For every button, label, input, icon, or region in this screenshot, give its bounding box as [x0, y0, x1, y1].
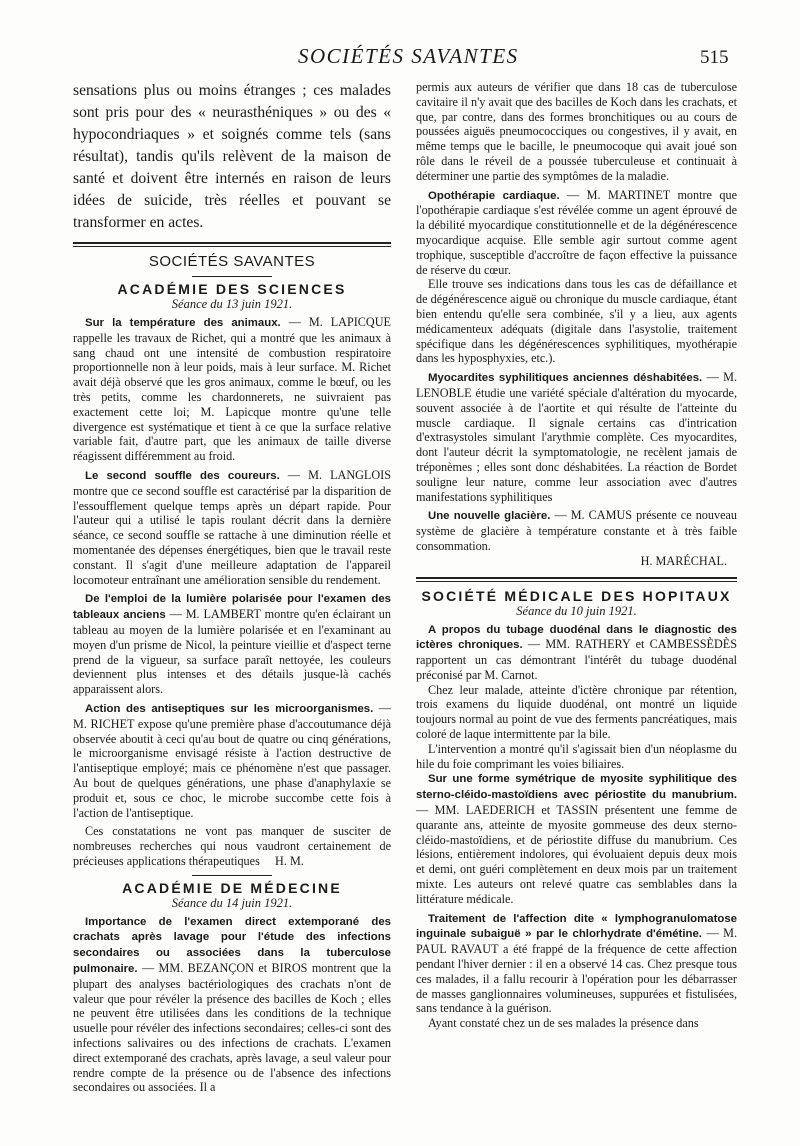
article-heading: De l'emploi de la lumière polarisée pour l'examen des tableaux anciens: [73, 593, 391, 622]
article-paragraph: [416, 622, 737, 683]
article-heading: Opothérapie cardiaque.: [428, 189, 560, 202]
article-paragraph: Elle trouve ses indications dans tous les cas de défaillance et de dégénérescence aiguë ou chronique du muscle cardiaque, étant bien entendu qu'elle sera combinée, s'il y a lieu, aux agents médicamenteux adéquats (digitale dans l'asystolie, traitement spécifique dans les dégénérescences syphilitiques, myothérapie dans les hyposphyxies, etc.).: [416, 277, 737, 366]
article-body: — M. LAMBERT montre qu'en éclairant un tableau au moyen de la lumière polarisée et en l'examinant au moyen d'un prisme de Nicol, la peinture vieillie et d'aspect terne prend de la vigueur, sa surface paraît nettoyée, les couleurs deviennent plus intenses et des détails jusque-là cachés apparaissent alors.: [73, 607, 391, 697]
article-body: Ces constatations ne vont pas manquer de susciter de nombreuses recherches qui nous vaudront certainement de précieuses applications thérapeutiques: [73, 824, 391, 868]
article-paragraph: [73, 315, 391, 464]
article-body: — M. RICHET expose qu'une première phase d'accoutumance déjà observée aboutit à ceci qu'au bout de quatre ou cinq générations, le microorganisme envisagé résiste à l'action destructive de l'antiseptique employé; mais ce phénomène n'est que passager. Au bout de quelques générations, une phase d'anaphylaxie se produit et, sous ce choc, le microbe succombe cette fois à l'action de l'antiseptique.: [73, 700, 391, 820]
society-title: SOCIÉTÉ MÉDICALE DES HOPITAUX: [421, 587, 732, 604]
article-body: — M. CAMUS présente ce nouveau système de glacière à température constante et à très faible consommation.: [416, 508, 737, 553]
signature: H. MARÉCHAL.: [640, 553, 727, 568]
academy-sciences-seance: Séance du 13 juin 1921.: [171, 297, 293, 311]
article-body: — M. LENOBLE étudie une variété spéciale d'altération du myocarde, souvent associée à de l'aortite et qui résulte de l'atteinte du muscle cardiaque. Il signale certains cas d'intrication d'extrasystoles simulant l'arythmie complète. Ces myocardites, dont l'auteur décrit la symptomatologie, ne recèlent jamais de tréponèmes ; elles sont donc déshabitées. La réaction de Bordet souligne leur nature, comme leur association avec d'autres manifestations syphilitiques: [416, 370, 737, 504]
article-heading: Importance de l'examen direct extemporané des crachats après lavage pour l'étude des infections secondaires ou associées dans la tuberculose pulmonaire.: [73, 915, 391, 976]
section-divider: [192, 276, 272, 277]
article-body: — M. LAPICQUE rappelle les travaux de Richet, qui a montré que les animaux à sang chaud ont une intensité de combustion respiratoire proportionnelle non à leur poids, mais à leur surface. M. Richet avait déjà observé que les gros animaux, comme le bœuf, ou les très petits, comme les chardonnerets, ne suivraient pas exactement cette loi; M. Lapicque montre qu'une telle divergence est systématique et tient à ce que la surface relative variable fait, d'autre part, que les animaux de taille diverse réagissent différemment au froid.: [73, 315, 391, 464]
article-heading: Sur la température des animaux.: [85, 317, 281, 329]
article-body: — M. LANGLOIS montre que ce second souffle est caractérisé par la disparition de l'essoufflement quelque temps après un départ rapide. Pour l'auteur qui a utilisé le tapis roulant décrit dans la dernière séance, ce second souffle se rattache à une diminution réelle et momentanée des dépenses énergétiques, bien que le travail reste constant. Il s'agit d'une meilleure adaptation de l'appareil locomoteur entraînant une amélioration sensible du rendement.: [73, 467, 392, 587]
article-body: — M. PAUL RAVAUT a été frappé de la fréquence de cette affection pendant l'hiver dernier : il en a observé 14 cas. Chez presque tous ces malades, il a fallu recourir à l'opération pour les débarrasser de masses ganglionnaires volumineuses, suppurées et fistulisées, sans tendance à la guérison.: [416, 926, 738, 1016]
page-number: 515: [700, 47, 729, 68]
article-paragraph: [73, 701, 391, 820]
academy-medecine-title: ACADÉMIE DE MÉDECINE: [122, 879, 342, 896]
article-paragraph: [73, 468, 391, 587]
article-heading: Myocardites syphilitiques anciennes déshabitées.: [428, 372, 703, 385]
academy-medecine-seance: Séance du 14 juin 1921.: [171, 895, 293, 910]
article-paragraph: [416, 911, 737, 1017]
article-paragraph: [416, 188, 737, 278]
article-heading: A propos du tubage duodénal dans le diagnostic des ictères chroniques.: [416, 623, 737, 652]
article-paragraph: [416, 771, 737, 906]
right-column: [416, 80, 737, 1031]
article-body: — MM. RATHERY et CAMBESSÈDÈS rapportent un cas démontrant l'intérêt du tubage duodénal préconisé par M. Carnot.: [416, 637, 737, 682]
article-paragraph: Chez leur malade, atteinte d'ictère chronique par rétention, trois examens du liquide duodénal, ont montré un liquide toujours normal au point de vue des ferments pancréatiques, mais coloré de laque intermittente par la bile.: [416, 682, 737, 742]
article-paragraph: Ayant constaté chez un de ses malades la présence dans: [428, 1016, 699, 1031]
article-heading: Sur une forme symétrique de myosite syphilitique des sterno-cléido-mastoïdiens avec périostite du manubrium.: [416, 773, 737, 802]
section-divider: [192, 875, 272, 876]
article-body: — MM. BEZANÇON et BIROS montrent que la plupart des analyses bactériologiques des crachats n'ont de valeur que pour révéler la présence des bacilles de Koch ; elles ne peuvent être utilisées dans les conditions de la technique usuelle pour révéler des infections secondaires; celles-ci sont des infections salivaires ou des infections de crachats. L'examen direct extemporané des crachats, après lavage, a seul valeur pour rendre compte de la présence ou de l'absence des infections secondaires ou associées. Il a: [73, 961, 391, 1095]
article-body: — MM. LAEDERICH et TASSIN présentent une femme de quarante ans, atteinte de myosite gommeuse des deux sterno-cléido-mastoïdiens, et de périostite diffuse du manubrium. Ces lésions, entièrement indolores, qui évoluaient depuis deux mois et demi, ont guéri complètement en deux mois par un traitement mixte. Les auteurs ont relevé quatre cas semblables dans la littérature médicale.: [416, 803, 737, 906]
article-paragraph: permis aux auteurs de vérifier que dans 18 cas de tuberculose cavitaire il n'y avait que des bacilles de Koch dans les crachats, et que, par contre, dans des formes bronchitiques ou au cours de poussées aiguës pneumococciques ou congestives, il y avait, en même temps que le bacille, le pneumocoque qui avait joué son rôle dans le réveil de a poussée tuberculeuse et continuait à déterminer une partie des symptômes de la maladie.: [416, 80, 737, 183]
article-heading: Action des antiseptiques sur les microorganismes.: [85, 702, 374, 715]
article-heading: Le second souffle des coureurs.: [85, 469, 280, 482]
section-title: SOCIÉTÉS SAVANTES: [148, 253, 316, 270]
section-rule: [416, 577, 737, 582]
article-paragraph: L'intervention a montré qu'il s'agissait bien d'un néoplasme du hile du foie comprimant les voies biliaires.: [416, 741, 737, 771]
section-rule: [73, 242, 391, 247]
article-heading: Traitement de l'affection dite « lymphogranulomatose inguinale subaiguë » par le chlorhydrate d'émétine.: [416, 912, 737, 941]
article-paragraph: [416, 370, 737, 504]
article-heading: Une nouvelle glacière.: [428, 510, 551, 523]
running-title: SOCIÉTÉS SAVANTES: [298, 44, 519, 68]
society-seance: Séance du 10 juin 1921.: [516, 603, 637, 618]
article-paragraph: [73, 914, 391, 1096]
article-paragraph: [73, 824, 391, 868]
article-paragraph: [73, 591, 391, 697]
intro-paragraph: sensations plus ou moins étranges ; ces malades sont pris pour des « neurasthéniques » ou des « hypocondriaques » et soignés comme tels (sans résultat), tandis qu'ils relèvent de la maison de santé et doivent être internés en raison de leurs idées de suicide, très réelles et pouvant se transformer en actes.: [73, 82, 391, 231]
academy-sciences-title: ACADÉMIE DES SCIENCES: [117, 281, 347, 297]
left-column: [73, 80, 391, 1095]
article-body: — M. MARTINET montre que l'opothérapie cardiaque s'est révélée comme un agent éprouvé de la débilité myocardique constitutionnelle et de la dégénérescence myocardique acquise. Elle semble agir surtout comme agent trophique, susceptible d'accroître de façon effective la puissance de réserve du cœur.: [416, 187, 737, 277]
signature: H. M.: [275, 853, 304, 868]
article-paragraph: [416, 508, 737, 553]
